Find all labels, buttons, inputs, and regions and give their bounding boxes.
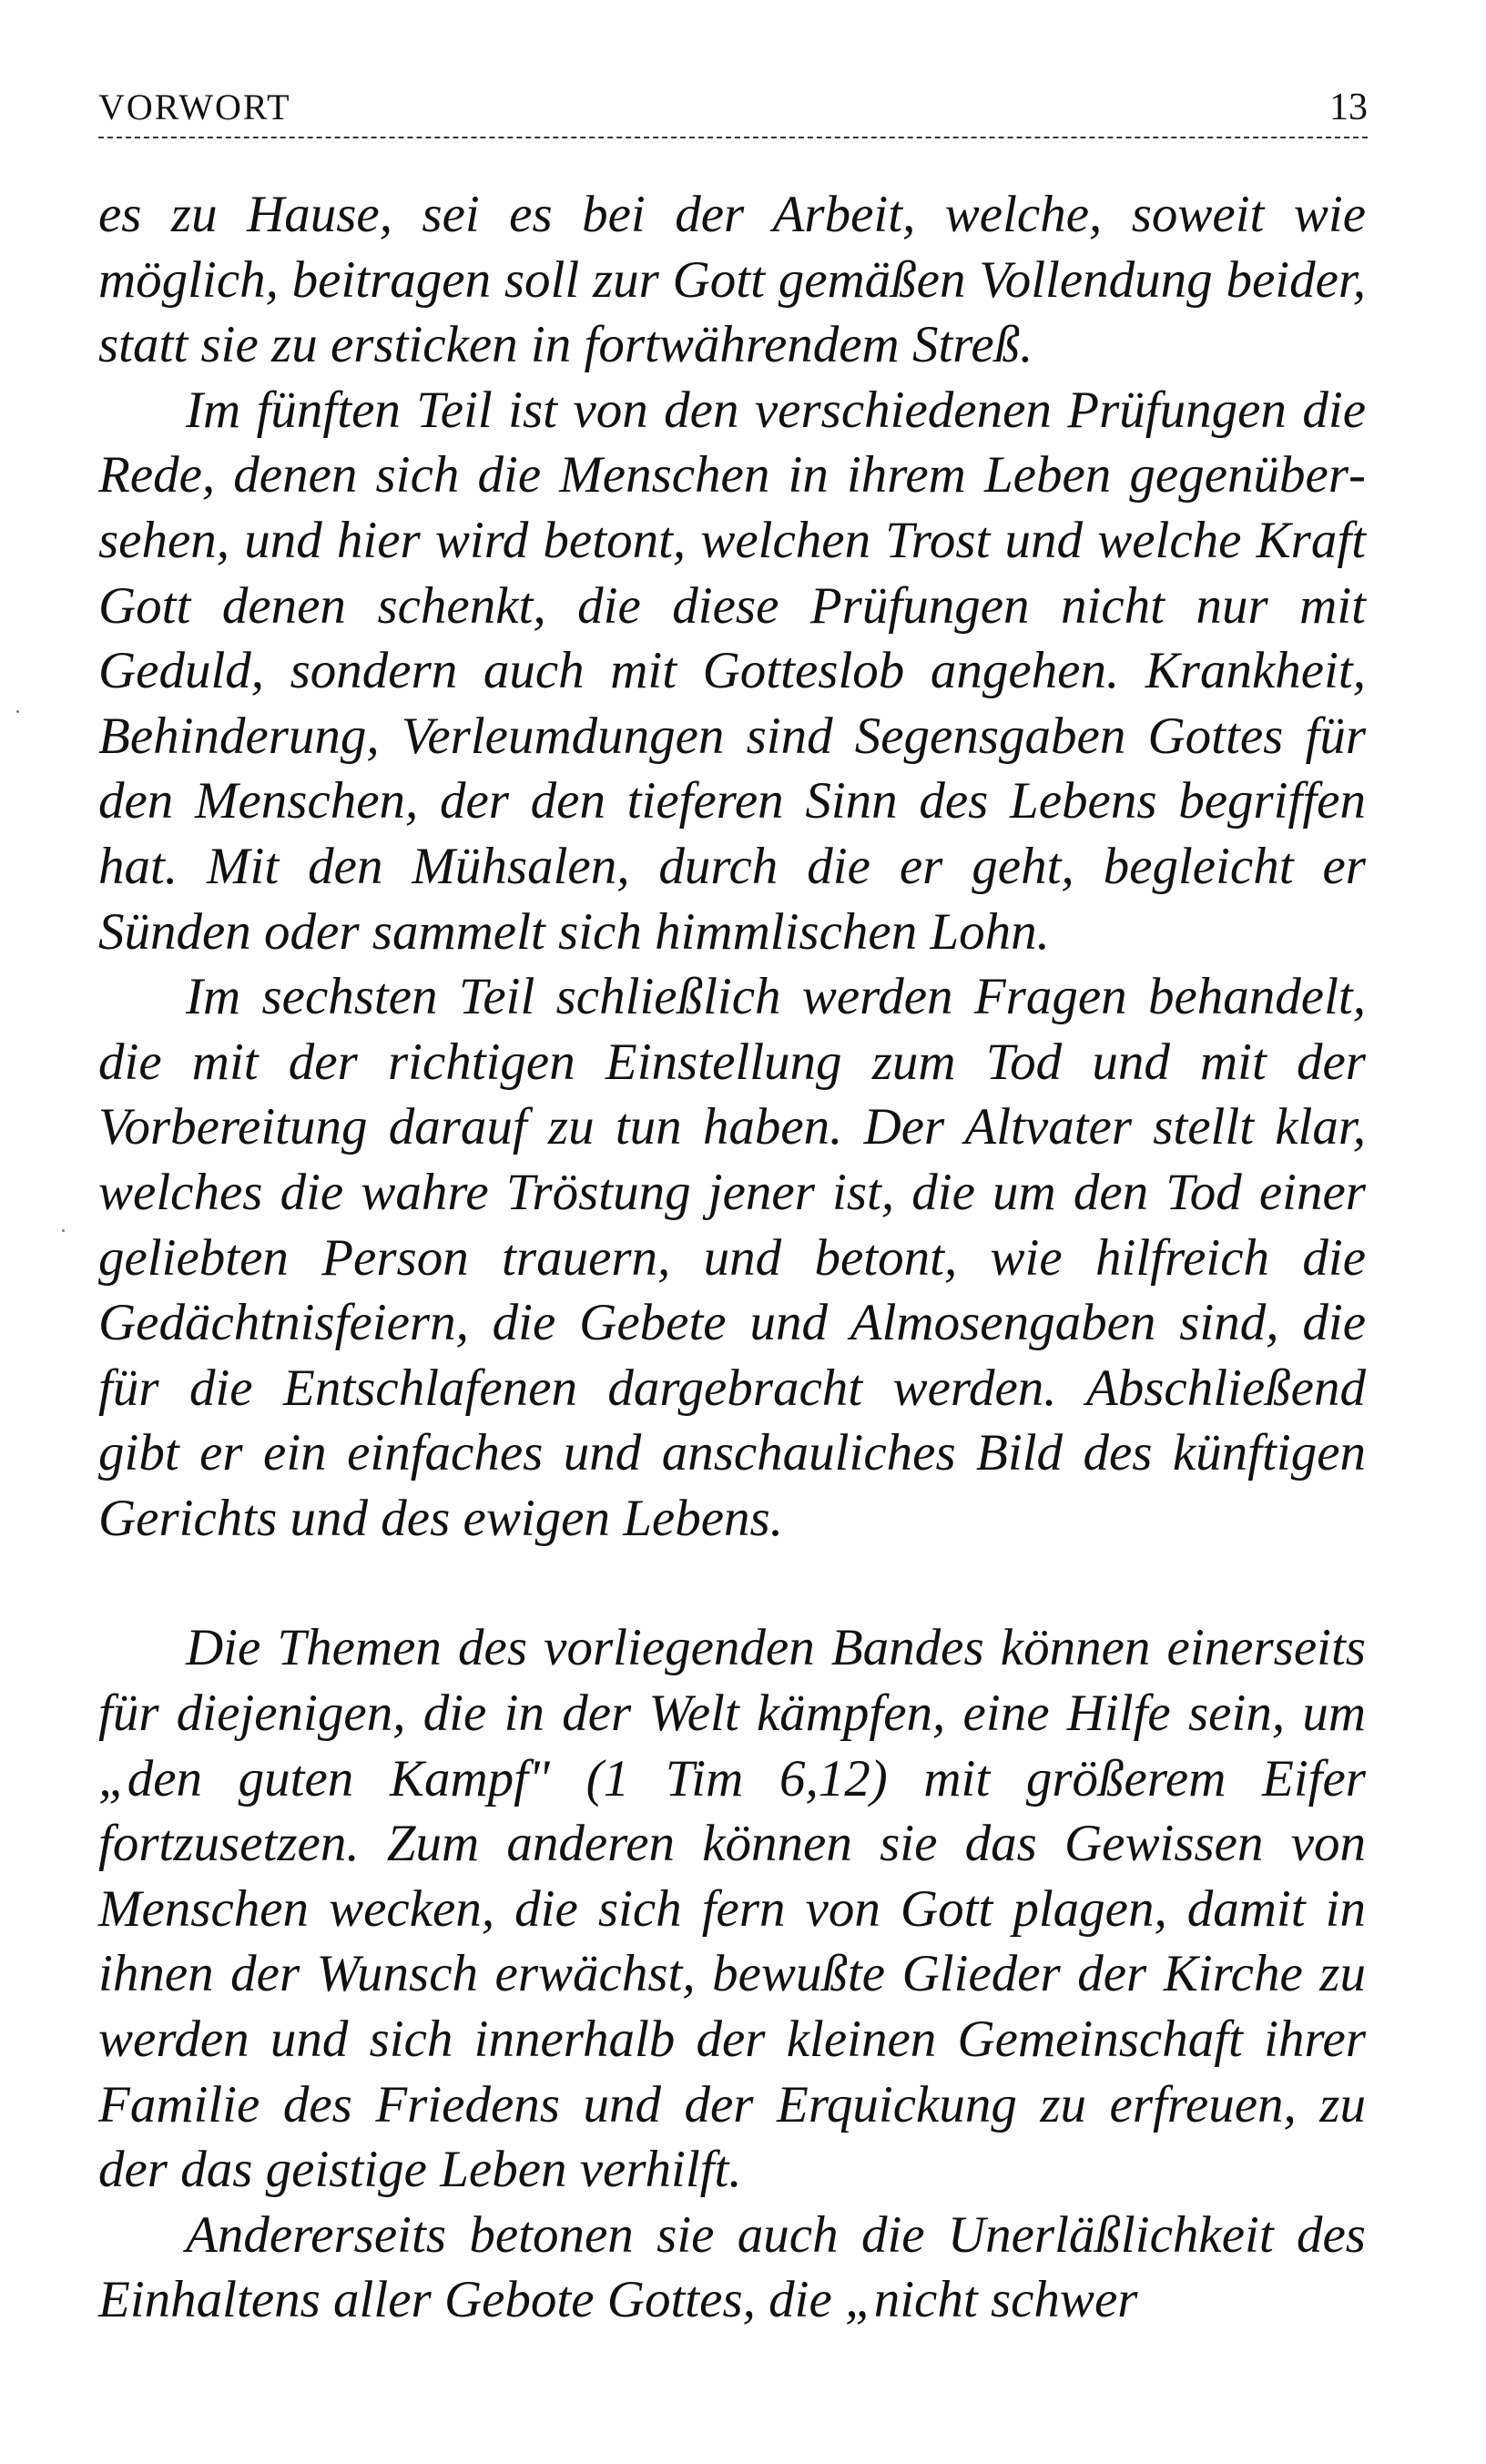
header-rule	[98, 137, 1368, 138]
page-number: 13	[1329, 87, 1368, 128]
paragraph-continued: es zu Hause, sei es bei der Arbeit, welche, soweit wie möglich, beitragen soll zur Gott gemäßen Vollendung beider, statt sie zu ersticken in fortwährendem Streß.	[98, 186, 1366, 374]
paragraph-fifth-part: Im fünften Teil ist von den verschiedenen Prüfungen die Rede, denen sich die Menschen in ihrem Leben gegenübersehen, und hier wird betont, welchen Trost und welche Kraft Gott denen schenkt, die diese Prüfungen nicht nur mit Geduld, sondern auch mit Gotteslob angehen. Krankheit, Behinderung, Verleumdungen sind Segensgaben Gottes für den Menschen, der den tieferen Sinn des Lebens begriffen hat. Mit den Mühsalen, durch die er geht, begleicht er Sünden oder sammelt sich himmlischen Lohn.	[98, 381, 1366, 961]
body-text	[98, 182, 1366, 2333]
scan-speck	[62, 1229, 65, 1232]
chapter-title: VORWORT	[98, 87, 291, 127]
running-head	[98, 80, 1368, 144]
scan-speck	[16, 710, 19, 713]
paragraph-sixth-part: Im sechsten Teil schließlich werden Fragen behandelt, die mit der richtigen Einstellung zum Tod und mit der Vorbereitung darauf zu tun haben. Der Altvater stellt klar, welches die wahre Tröstung jener ist, die um den Tod einer geliebten Person trauern, und betont, wie hilfreich die Gedächtnisfeiern, die Gebete und Almosengaben sind, die für die Entschlafenen dargebracht werden. Abschließend gibt er ein einfaches und anschauliches Bild des künftigen Gerichts und des ewigen Lebens.	[98, 968, 1366, 1547]
paragraph-themes: Die Themen des vorliegenden Bandes können einerseits für diejenigen, die in der Welt kämpfen, eine Hilfe sein, um „den guten Kampf" (1 Tim 6,12) mit größerem Eifer fortzusetzen. Zum anderen können sie das Gewissen von Menschen wecken, die sich fern von Gott plagen, damit in ihnen der Wunsch erwächst, bewußte Glieder der Kirche zu werden und sich innerhalb der kleinen Gemeinschaft ihrer Familie des Friedens und der Erquickung zu erfreuen, zu der das geistige Leben verhilft.	[98, 1619, 1366, 2199]
paragraph-commandments: Andererseits betonen sie auch die Unerläßlichkeit des Einhaltens aller Gebote Gottes, die „nicht schwer	[98, 2205, 1366, 2329]
